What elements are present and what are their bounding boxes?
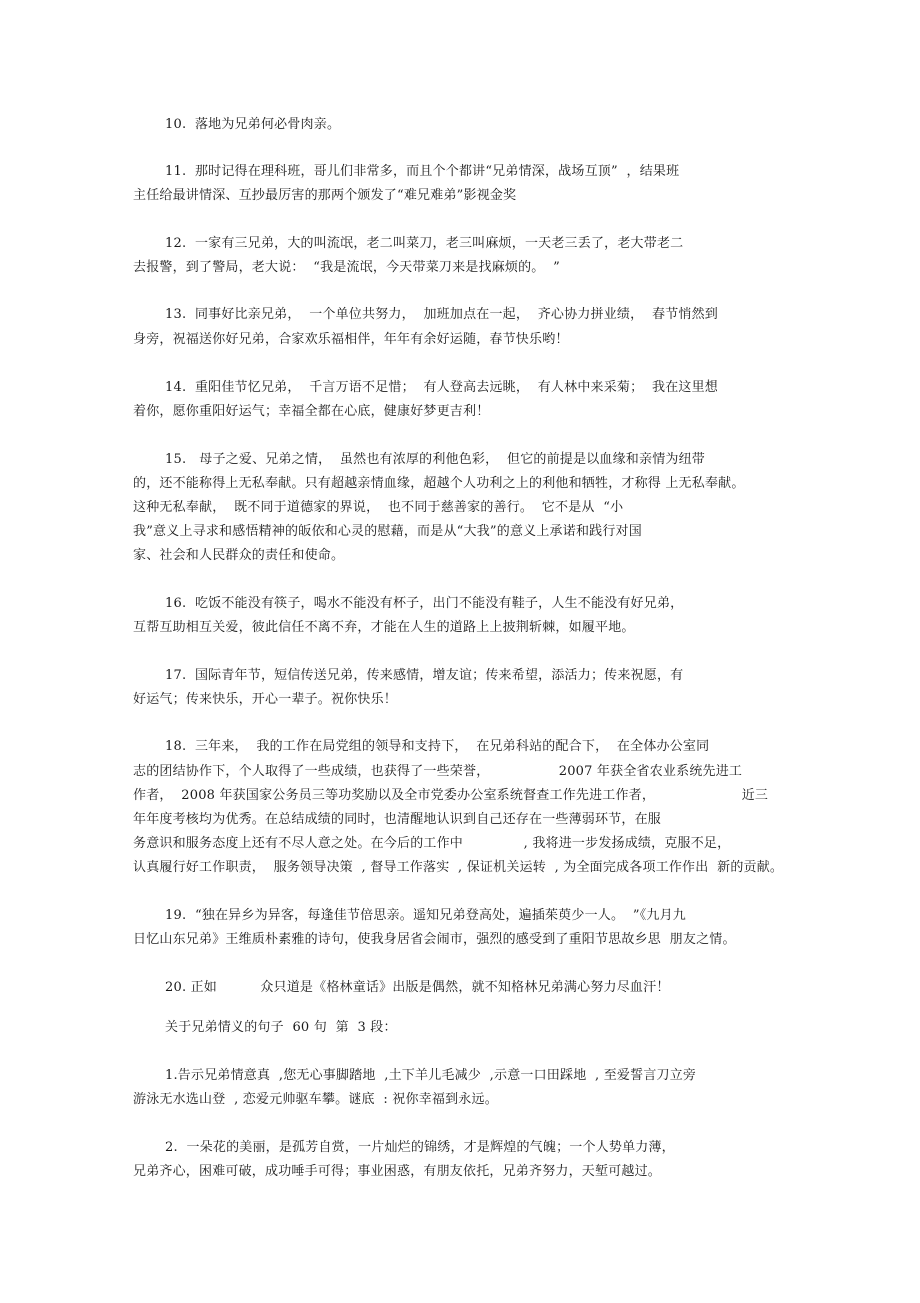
paragraph-16-line-2: 互帮互助相互关爱，彼此信任不离不弃，才能在人生的道路上上披荆斩棘，如履平地。 xyxy=(133,620,635,635)
paragraph-18-line-2: 志的团结协作下，个人取得了一些成绩，也获得了一些荣誉， 2007 年获全省农业系统先进工 xyxy=(133,764,743,779)
paragraph-15-line-2: 的，还不能称得上无私奉献。只有超越亲情血缘，超越个人功利之上的利他和牺牲，才称得 上无私奉献。 xyxy=(133,476,745,491)
paragraph-12-line-2: 去报警，到了警局，老大说： “我是流氓，今天带菜刀来是找麻烦的。 ” xyxy=(133,260,561,275)
paragraph-17-line-2: 好运气；传来快乐，开心一辈子。祝你快乐！ xyxy=(133,692,398,707)
paragraph-13-line-1: 13. 同事好比亲兄弟， 一个单位共努力， 加班加点在一起， 齐心协力拼业绩， 春节悄然到 xyxy=(165,307,718,322)
paragraph-18-line-6: 认真履行好工作职责， 服务领导决策 , 督导工作落实 , 保证机关运转 , 为全面完成各项工作作出 新的贡献。 xyxy=(133,860,784,875)
paragraph-18-line-5: 务意识和服务态度上还有不尽人意之处。在今后的工作中 , 我将进一步发扬成绩，克服不足， xyxy=(133,836,731,851)
paragraph-1-line-2: 游泳无水选山登 , 恋爱元帅驱车攀。谜底 : 祝你幸福到永远。 xyxy=(133,1092,498,1107)
paragraph-10-line-1: 10. 落地为兄弟何必骨肉亲。 xyxy=(165,117,341,132)
paragraph-18-line-1: 18. 三年来， 我的工作在局党组的领导和支持下， 在兄弟科站的配合下， 在全体办公室同 xyxy=(165,739,710,754)
paragraph-11-line-1: 11. 那时记得在理科班，哥儿们非常多，而且个个都讲“兄弟情深，战场互顶” ，结果班 xyxy=(165,164,680,179)
section-heading: 关于兄弟情义的句子 60 句 第 3 段： xyxy=(165,1020,397,1035)
paragraph-15-line-4: 我”意义上寻求和感悟精神的皈依和心灵的慰藉，而是从“大我”的意义上承诺和践行对国 xyxy=(133,524,642,539)
paragraph-12-line-1: 12. 一家有三兄弟，大的叫流氓，老二叫菜刀，老三叫麻烦，一天老三丢了，老大带老二 xyxy=(165,236,684,251)
paragraph-14-line-2: 着你，愿你重阳好运气；幸福全都在心底，健康好梦更吉利！ xyxy=(133,404,490,419)
paragraph-20-line-1: 20. 正如 众只道是《格林童话》出版是偶然，就不知格林兄弟满心努力尽血汗！ xyxy=(165,980,670,995)
paragraph-1-line-1: 1.告示兄弟情意真 ,您无心事脚踏地 ,土下羊儿毛减少 ,示意一口田踩地 , 至爱誓言刀立旁 xyxy=(165,1068,697,1083)
paragraph-19-line-1: 19. “独在异乡为异客，每逢佳节倍思亲。遥知兄弟登高处，遍插茱萸少一人。 ”《九月九 xyxy=(165,908,686,923)
paragraph-18-line-3: 作者， 2008 年获国家公务员三等功奖励以及全市党委办公室系统督查工作先进工作者， 近三 xyxy=(133,788,769,803)
paragraph-13-line-2: 身旁，祝福送你好兄弟，合家欢乐福相伴，年年有余好运随，春节快乐哟！ xyxy=(133,332,569,347)
paragraph-16-line-1: 16. 吃饭不能没有筷子，喝水不能没有杯子，出门不能没有鞋子，人生不能没有好兄弟， xyxy=(165,596,684,611)
paragraph-15-line-5: 家、社会和人民群众的责任和使命。 xyxy=(133,548,345,563)
paragraph-14-line-1: 14. 重阳佳节忆兄弟， 千言万语不足惜； 有人登高去远眺， 有人林中来采菊； 我在这里想 xyxy=(165,380,718,395)
paragraph-2-line-2: 兄弟齐心，困难可破，成功唾手可得；事业困惑，有朋友依托，兄弟齐努力，天堑可越过。 xyxy=(133,1164,662,1179)
paragraph-11-line-2: 主任给最讲情深、互抄最厉害的那两个颁发了“难兄难弟”影视金奖 xyxy=(133,188,517,203)
paragraph-15-line-3: 这种无私奉献， 既不同于道德家的界说， 也不同于慈善家的善行。 它不是从 “小 xyxy=(133,500,624,515)
paragraph-15-line-1: 15. 母子之爱、兄弟之情， 虽然也有浓厚的利他色彩， 但它的前提是以血缘和亲情为纽带 xyxy=(165,452,706,467)
paragraph-17-line-1: 17. 国际青年节，短信传送兄弟，传来感情，增友谊；传来希望，添活力；传来祝愿，有 xyxy=(165,668,684,683)
paragraph-18-line-4: 年年度考核均为优秀。在总结成绩的同时，也清醒地认识到自己还存在一些薄弱环节，在服 xyxy=(133,812,662,827)
paragraph-2-line-1: 2. 一朵花的美丽，是孤芳自赏，一片灿烂的锦绣，才是辉煌的气魄；一个人势单力薄， xyxy=(165,1140,675,1155)
paragraph-19-line-2: 日忆山东兄弟》王维质朴素雅的诗句，使我身居省会闹市，强烈的感受到了重阳节思故乡思 朋友之情。 xyxy=(133,932,736,947)
